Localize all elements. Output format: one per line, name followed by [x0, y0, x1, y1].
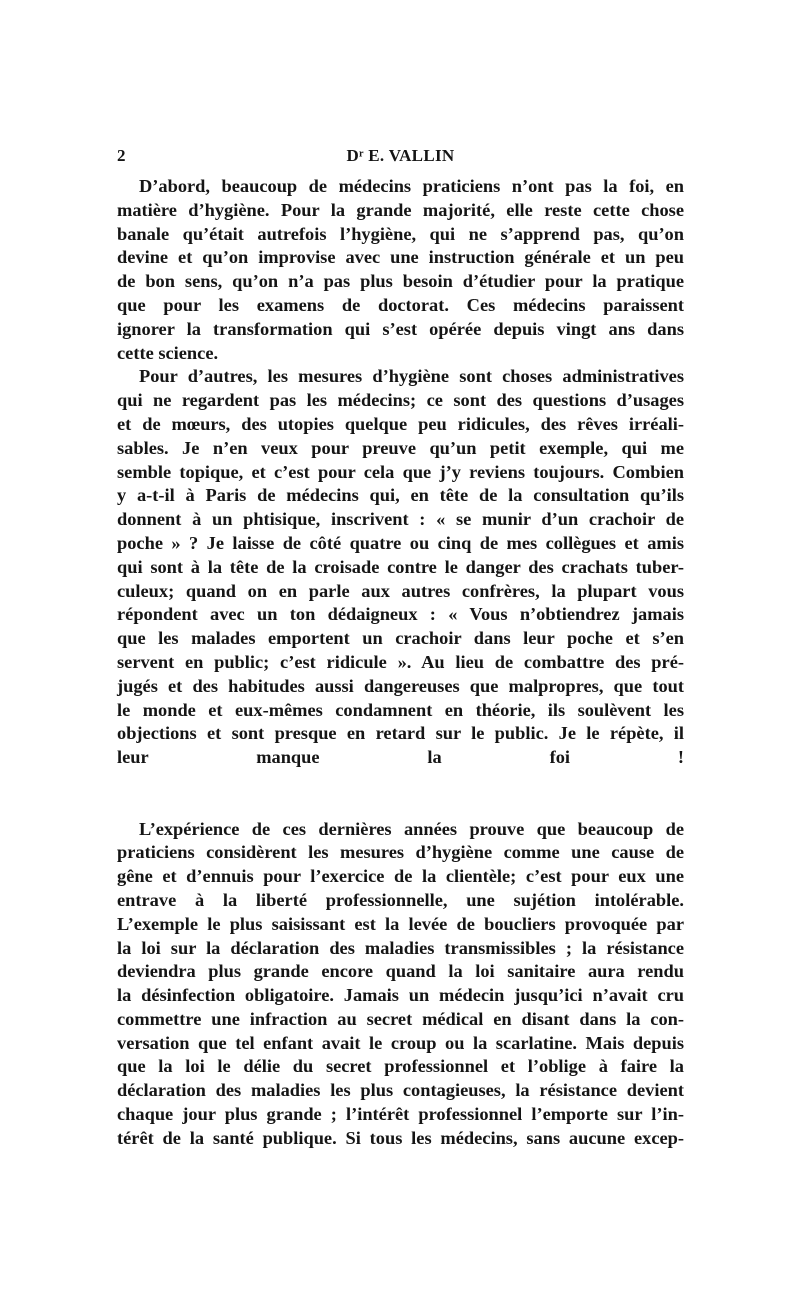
- text-line: gêne et d’ennuis pour l’exercice de la clientèle; c’est pour eux une: [117, 866, 684, 887]
- text-line: D’abord, beaucoup de médecins praticiens n’ont pas la foi, en: [139, 176, 684, 196]
- text-line: entrave à la liberté professionnelle, une sujétion intolérable.: [117, 889, 684, 910]
- text-line: qui ne regardent pas les médecins; ce sont des questions d’usages: [117, 390, 684, 411]
- text-line: objections et sont presque en retard sur le public. Je le répète, il: [117, 723, 684, 744]
- text-line: Pour d’autres, les mesures d’hygiène sont choses administratives: [139, 366, 684, 387]
- body-text: [117, 175, 684, 1174]
- text-line: déclaration des maladies les plus contagieuses, la résistance devient: [117, 1080, 684, 1101]
- text-line: deviendra plus grande encore quand la loi sanitaire aura rendu: [117, 961, 684, 982]
- text-line: sables. Je n’en veux pour preuve qu’un petit exemple, qui me: [117, 437, 684, 458]
- text-line: chaque jour plus grande ; l’intérêt professionnel l’emporte sur l’in-: [117, 1104, 684, 1125]
- text-line: que les malades emportent un crachoir dans leur poche et s’en: [117, 628, 684, 649]
- text-line: jugés et des habitudes aussi dangereuses que malpropres, que tout: [117, 675, 684, 696]
- page-number: 2: [117, 146, 126, 165]
- text-line: L’exemple le plus saisissant est la levée de boucliers provoquée par: [117, 913, 684, 934]
- page-header: [117, 146, 684, 168]
- text-line: et de mœurs, des utopies quelque peu ridicules, des rêves irréali-: [117, 413, 684, 434]
- text-line: répondent avec un ton dédaigneux : « Vous n’obtiendrez jamais: [117, 604, 684, 625]
- paragraph: [117, 818, 684, 1175]
- text-line: versation que tel enfant avait le croup ou la scarlatine. Mais depuis: [117, 1032, 684, 1053]
- running-head: Dʳ E. VALLIN: [346, 146, 455, 165]
- text-line: que pour les examens de doctorat. Ces médecins paraissent: [117, 294, 684, 315]
- text-line: culeux; quand on en parle aux autres confrères, la plupart vous: [117, 580, 684, 601]
- text-line: que la loi le délie du secret professionnel et l’oblige à faire la: [117, 1056, 684, 1077]
- text-line: [117, 1151, 684, 1175]
- text-line: qui sont à la tête de la croisade contre le danger des crachats tuber-: [117, 556, 684, 577]
- text-line: [117, 794, 684, 818]
- text-line: semble topique, et c’est pour cela que j’y reviens toujours. Combien: [117, 461, 684, 482]
- text-line: cette science.: [117, 342, 219, 363]
- text-line: donnent à un phtisique, inscrivent : « se munir d’un crachoir de: [117, 509, 684, 530]
- text-line: [117, 770, 684, 794]
- text-line: de bon sens, qu’on n’a pas plus besoin d’étudier pour la pratique: [117, 271, 684, 292]
- text-line: la loi sur la déclaration des maladies transmissibles ; la résistance: [117, 937, 684, 958]
- paragraph: [117, 365, 684, 817]
- text-line: praticiens considèrent les mesures d’hygiène comme une cause de: [117, 842, 684, 863]
- text-line: servent en public; c’est ridicule ». Au lieu de combattre des pré-: [117, 651, 684, 672]
- paragraph: [117, 175, 684, 365]
- text-line: y a-t-il à Paris de médecins qui, en tête de la consultation qu’ils: [117, 485, 684, 506]
- text-line: matière d’hygiène. Pour la grande majorité, elle reste cette chose: [117, 199, 684, 220]
- text-line: devine et qu’on improvise avec une instruction générale et un peu: [117, 247, 684, 268]
- text-line: commettre une infraction au secret médical en disant dans la con-: [117, 1008, 684, 1029]
- text-line: poche » ? Je laisse de côté quatre ou cinq de mes collègues et amis: [117, 532, 684, 553]
- text-line: leur manque la foi !: [117, 747, 684, 768]
- text-line: la désinfection obligatoire. Jamais un médecin jusqu’ici n’avait cru: [117, 985, 684, 1006]
- text-line: térêt de la santé publique. Si tous les médecins, sans aucune excep-: [117, 1127, 684, 1148]
- text-line: le monde et eux-mêmes condamnent en théorie, ils soulèvent les: [117, 699, 684, 720]
- text-line: ignorer la transformation qui s’est opérée depuis vingt ans dans: [117, 318, 684, 339]
- text-line: banale qu’était autrefois l’hygiène, qui ne s’apprend pas, qu’on: [117, 223, 684, 244]
- text-line: L’expérience de ces dernières années prouve que beaucoup de: [139, 818, 684, 839]
